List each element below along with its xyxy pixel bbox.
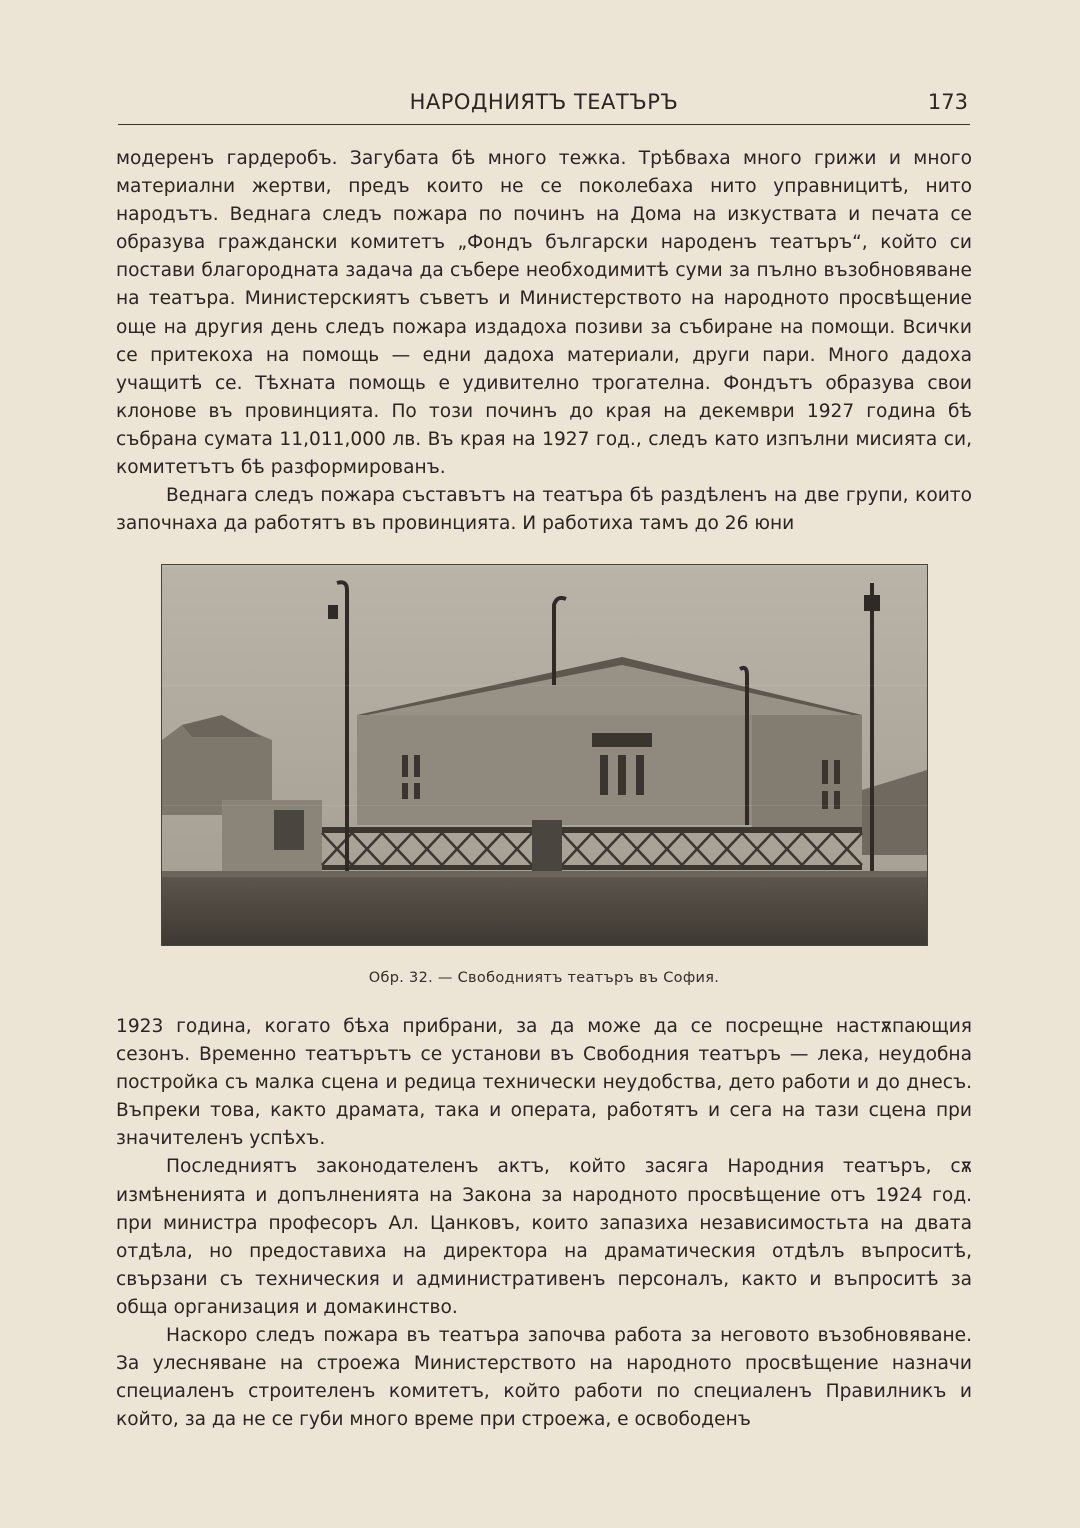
figure-caption: Обр. 32. — Свободниятъ театъръ въ София. [368,970,720,986]
paragraph: Последниятъ законодателенъ актъ, който засяга Народния театъръ, сѫ измѣненията и допълненията на Закона за народното просвѣщение отъ 1924 год. при министра професоръ Ал. Цанковъ, които запазиха независимостьта на двата отдѣла, но предоставиха на директора на драматическия отдѣлъ въпроситѣ, свързани съ техническия и административенъ персоналъ, както и въпроситѣ за обща организация и домакинство. [116,1156,972,1318]
page-header [118,84,970,125]
paragraph: 1923 година, когато бѣха прибрани, за да може да се посрещне настѫпающия сезонъ. Временно театърътъ се установи въ Свободния театъръ — лека, неудобна постройка съ малка сцена и редица технически неудобства, дето работи и до днесъ. Въпреки това, както драмата, така и операта, работятъ и сега на тази сцена при значителенъ успѣхъ. [116,1016,972,1150]
paragraph: Наскоро следъ пожара въ театъра започва работа за неговото възобновяване. За улесняване на строежа Министерството на народното просвѣщение назначи специаленъ строителенъ комитетъ, който работи по специаленъ Правилникъ и който, за да не се губи много време при строежа, е освободенъ [116,1325,972,1431]
text-block-bottom [116,1013,972,1434]
page-number: 173 [927,90,968,114]
paragraph: модеренъ гардеробъ. Загубата бѣ много тежка. Трѣбваха много грижи и много материални жертви, предъ които не се поколебаха нито управницитѣ, нито народътъ. Веднага следъ пожара по починъ на Дома на изкуствата и печата се образува граждански комитетъ „Фондъ български народенъ театъръ“, който си постави благородната задача да събере необходимитѣ суми за пълно възобновяване на театъра. Министерскиятъ съветъ и Министерството на народното просвѣщение още на другия день следъ пожара издадоха позиви за събиране на помощи. Всички се притекоха на помощь — едни дадоха материали, други пари. Много дадоха учащитѣ се. Тѣхната помощь е удивително трогателна. Фондътъ образува свои клонове въ провинцията. По този починъ до края на декември 1927 година бѣ събрана сумата 11,011,000 лв. Въ края на 1927 год., следъ като изпълни мисията си, комитетътъ бѣ разформированъ. [116,148,972,479]
text-block-top [116,145,972,538]
paragraph: Веднага следъ пожара съставътъ на театъра бѣ раздѣленъ на две групи, които започнаха да работятъ въ провинцията. И работиха тамъ до 26 юни [116,485,972,535]
running-title: НАРОДНИЯТЪ ТЕАТЪРЪ [409,90,679,114]
photo-free-theatre-sofia [161,564,928,946]
photo-illustration [162,565,927,945]
